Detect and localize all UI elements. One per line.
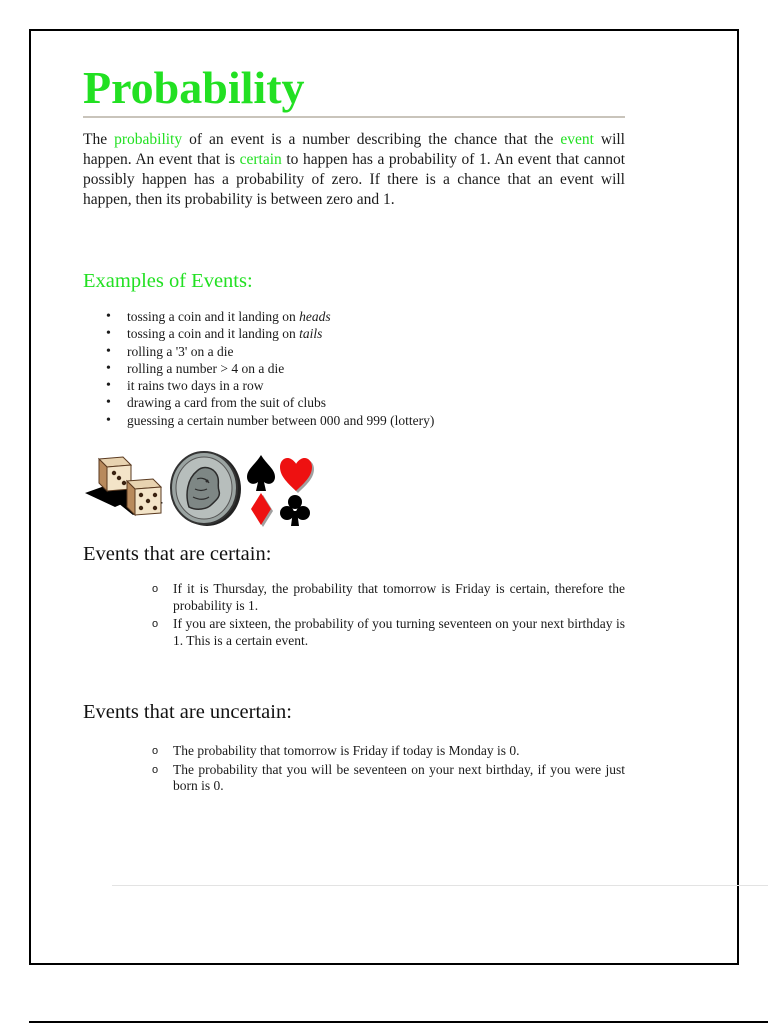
dice-icon	[83, 455, 167, 527]
uncertain-list	[83, 743, 625, 795]
highlight-probability: probability	[114, 131, 183, 148]
examples-heading: Examples of Events:	[83, 270, 253, 292]
highlight-certain: certain	[239, 151, 282, 168]
list-item: • rolling a number > 4 on a die	[127, 360, 655, 377]
coin-icon	[167, 449, 243, 529]
illustration-row	[83, 449, 655, 529]
document-content	[83, 60, 655, 797]
list-item: • rolling a '3' on a die	[127, 343, 655, 360]
list-item: o The probability that tomorrow is Friday if today is Monday is 0.	[173, 743, 625, 760]
next-page-edge	[29, 1021, 768, 1023]
list-item: o If you are sixteen, the probability of you turning seventeen on your next birthday is 1. This is a certain event.	[173, 616, 625, 649]
uncertain-heading: Events that are uncertain:	[83, 701, 292, 724]
list-item: • guessing a certain number between 000 and 999 (lottery)	[127, 412, 655, 429]
list-item: o If it is Thursday, the probability that tomorrow is Friday is certain, therefore the probability is 1.	[173, 581, 625, 614]
title-rule	[83, 116, 625, 118]
page-title: Probability	[83, 62, 305, 113]
certain-list	[83, 581, 625, 649]
list-item: • drawing a card from the suit of clubs	[127, 394, 655, 411]
divider	[112, 885, 768, 886]
list-item: • tossing a coin and it landing on tails	[127, 325, 655, 342]
list-item: o The probability that you will be seventeen on your next birthday, if you were just born is 0.	[173, 762, 625, 795]
highlight-event: event	[560, 131, 594, 148]
certain-heading: Events that are certain:	[83, 543, 272, 566]
card-suits-icon	[245, 451, 315, 529]
examples-list	[83, 308, 655, 429]
list-item: • tossing a coin and it landing on heads	[127, 308, 655, 325]
intro-paragraph: The probability of an event is a number describing the chance that the event will happen. An event that is certain to happen has a probability of 1. An event that cannot possibly happen has a probability of zero. If there is a chance that an event will happen, then its probability is between zero and 1.	[83, 131, 626, 208]
list-item: • it rains two days in a row	[127, 377, 655, 394]
